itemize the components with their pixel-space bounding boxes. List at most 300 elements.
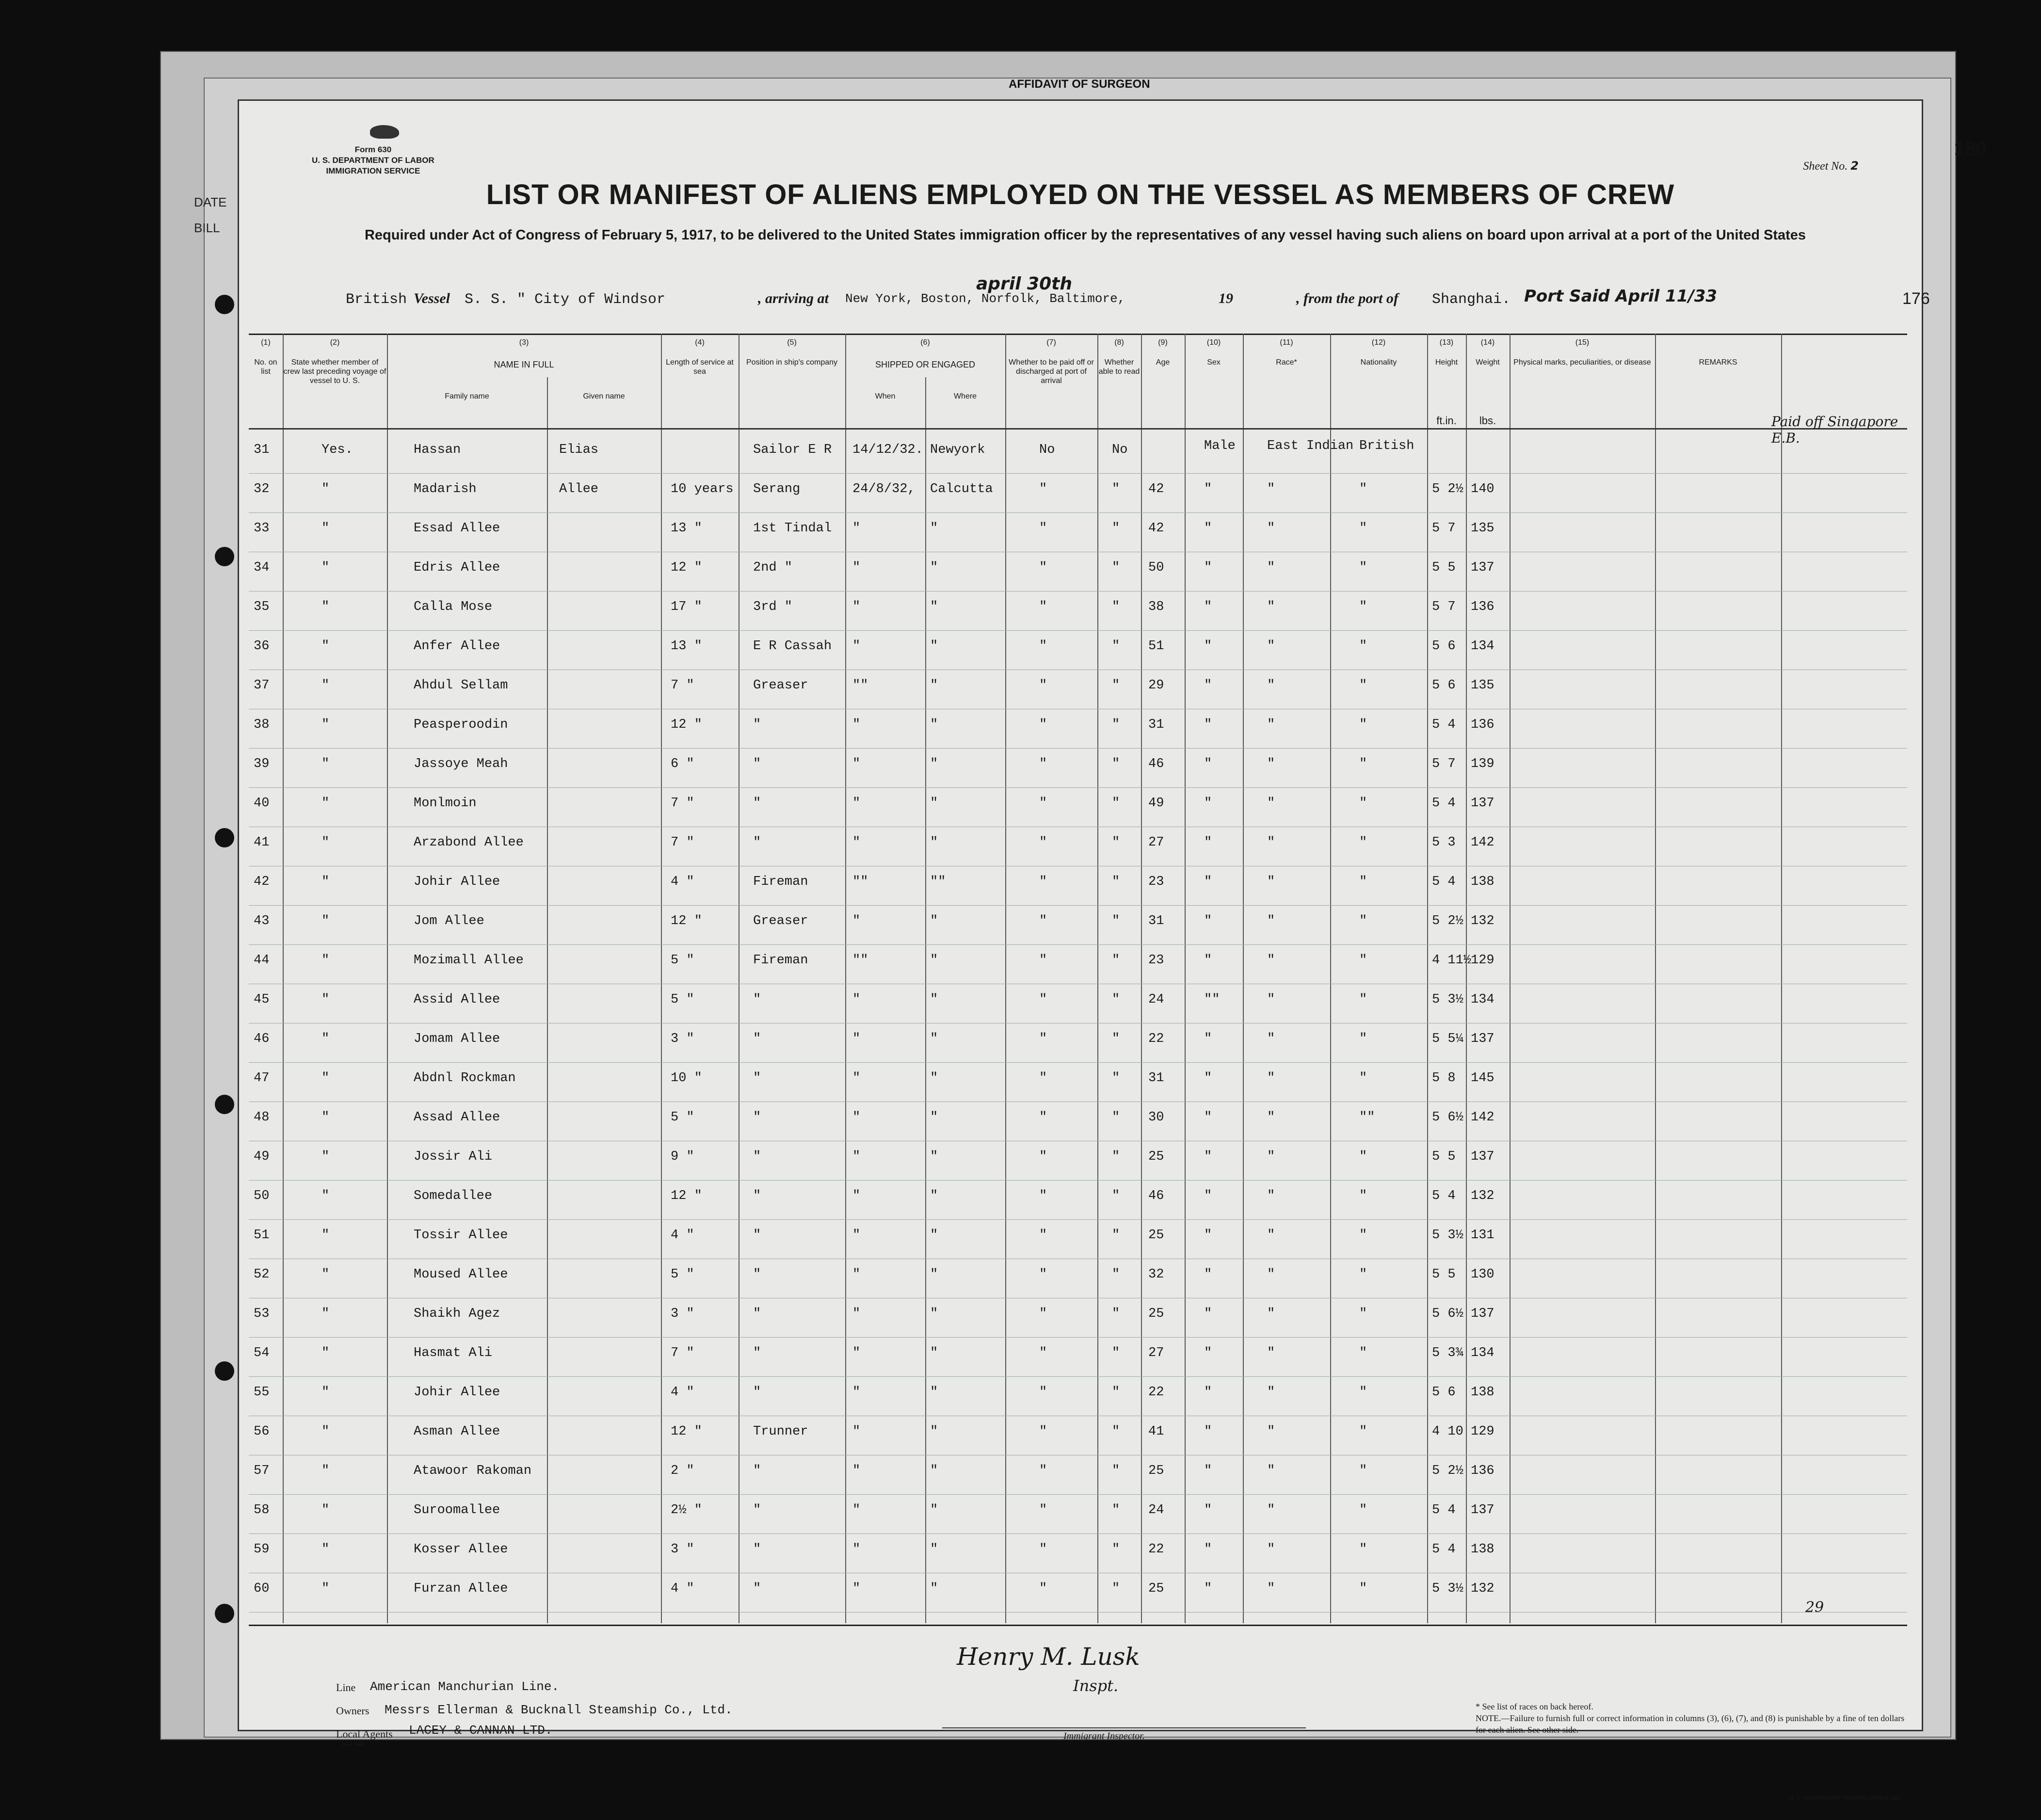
cell-paid: " <box>1039 1307 1047 1321</box>
cell-where: " <box>930 1228 938 1243</box>
cell-read: " <box>1112 1424 1120 1439</box>
cell-service: 10 " <box>671 1071 702 1086</box>
cell-where: " <box>930 1581 938 1596</box>
cell-race: " <box>1267 757 1275 771</box>
cell-paid: " <box>1039 1542 1047 1557</box>
cell-service: 13 " <box>671 639 702 654</box>
cell-family: Atawoor Rakoman <box>414 1464 532 1478</box>
cell-weight: 137 <box>1471 1149 1495 1164</box>
column-number: (4) <box>695 338 705 347</box>
column-subheader: When <box>875 392 896 400</box>
cell-where: " <box>930 1267 938 1282</box>
cell-age: 29 <box>1148 678 1164 693</box>
column-number: (5) <box>787 338 797 347</box>
cell-family: Essad Allee <box>414 521 500 536</box>
cell-weight: 129 <box>1471 953 1495 968</box>
owners-value: Messrs Ellerman & Bucknall Steamship Co., Ltd. <box>385 1703 733 1717</box>
cell-height: 5 3¾ <box>1432 1346 1463 1360</box>
cell-weight: 132 <box>1471 914 1495 928</box>
cell-service: 12 " <box>671 560 702 575</box>
cell-paid: " <box>1039 875 1047 889</box>
cell-race: " <box>1267 914 1275 928</box>
column-header: NAME IN FULL <box>494 360 554 369</box>
cell-sex: " <box>1204 757 1212 771</box>
cell-read: " <box>1112 639 1120 654</box>
cell-read: " <box>1112 482 1120 496</box>
cell-nat: " <box>1359 1228 1367 1243</box>
cell-race: " <box>1267 796 1275 811</box>
cell-position: 3rd " <box>753 600 793 614</box>
cell-height: 5 5 <box>1432 560 1456 575</box>
column-rule <box>1427 334 1428 1623</box>
signature-line <box>942 1727 1306 1728</box>
cell-read: " <box>1112 678 1120 693</box>
cell-prev: " <box>321 560 330 575</box>
cell-sex: "" <box>1204 992 1220 1007</box>
cell-service: 12 " <box>671 914 702 928</box>
cell-family: Hassan <box>414 443 461 457</box>
owners-label: Owners <box>336 1705 370 1717</box>
side-label-bill: BILL <box>194 221 220 235</box>
cell-nat: " <box>1359 1307 1367 1321</box>
cell-age: 51 <box>1148 639 1164 654</box>
cell-position: Greaser <box>753 678 808 693</box>
inspector-label: Immigrant Inspector. <box>1063 1731 1145 1741</box>
cell-family: Kosser Allee <box>414 1542 508 1557</box>
cell-given: Elias <box>559 443 599 457</box>
cell-race: " <box>1267 560 1275 575</box>
cell-prev: " <box>321 1542 330 1557</box>
cell-race: " <box>1267 482 1275 496</box>
cell-paid: " <box>1039 678 1047 693</box>
print-mark: U. S. GOVERNMENT PRINTING OFFICE 1927 <box>1789 1795 1902 1801</box>
cell-weight: 129 <box>1471 1424 1495 1439</box>
cell-height: 5 5 <box>1432 1149 1456 1164</box>
table-row <box>249 1219 1907 1220</box>
cell-race: " <box>1267 1464 1275 1478</box>
punch-hole <box>215 1095 234 1114</box>
cell-race: " <box>1267 1228 1275 1243</box>
cell-read: " <box>1112 1464 1120 1478</box>
page-tally: 29 <box>1805 1599 1824 1616</box>
table-row <box>249 944 1907 945</box>
cell-age: 42 <box>1148 482 1164 496</box>
cell-weight: 135 <box>1471 521 1495 536</box>
cell-sex: " <box>1204 1032 1212 1046</box>
punch-hole <box>215 295 234 314</box>
cell-read: " <box>1112 560 1120 575</box>
cell-nat: " <box>1359 914 1367 928</box>
cell-age: 25 <box>1148 1464 1164 1478</box>
cell-family: Shaikh Agez <box>414 1307 500 1321</box>
side-label-date: DATE <box>194 195 227 209</box>
column-rule <box>1097 334 1098 1623</box>
cell-no: 37 <box>254 678 270 693</box>
cell-nat: " <box>1359 1267 1367 1282</box>
cell-when: "" <box>852 953 868 968</box>
cell-nat: " <box>1359 1071 1367 1086</box>
cell-sex: " <box>1204 835 1212 850</box>
cell-race: " <box>1267 1307 1275 1321</box>
cell-weight: 136 <box>1471 1464 1495 1478</box>
cell-height: 4 10 <box>1432 1424 1463 1439</box>
cell-where: " <box>930 639 938 654</box>
cell-nat: " <box>1359 1032 1367 1046</box>
column-number: (10) <box>1206 338 1221 347</box>
cell-no: 55 <box>254 1385 270 1400</box>
arriving-label: , arriving at <box>758 290 829 306</box>
cell-paid: " <box>1039 1581 1047 1596</box>
cell-sex: " <box>1204 1071 1212 1086</box>
column-unit: ft.in. <box>1436 415 1457 427</box>
cell-prev: " <box>321 1110 330 1125</box>
cell-position: " <box>753 1071 761 1086</box>
cell-when: " <box>852 560 861 575</box>
cell-paid: " <box>1039 482 1047 496</box>
cell-nat: " <box>1359 1503 1367 1517</box>
cell-sex: " <box>1204 1149 1212 1164</box>
cell-prev: " <box>321 482 330 496</box>
form-code: 14-1340 <box>341 1740 364 1748</box>
sheet-number: Sheet No. 2 <box>1803 159 1859 173</box>
cell-sex: " <box>1204 1228 1212 1243</box>
cell-position: Fireman <box>753 953 808 968</box>
cell-where: " <box>930 678 938 693</box>
cell-paid: " <box>1039 914 1047 928</box>
cell-prev: " <box>321 1032 330 1046</box>
via-port-date: Port Said April 11/33 <box>1524 287 1718 306</box>
cell-race: East Indian <box>1267 439 1354 453</box>
column-header: Physical marks, peculiarities, or disease <box>1513 358 1651 367</box>
cell-nat: " <box>1359 560 1367 575</box>
cell-where: " <box>930 1307 938 1321</box>
column-rule <box>1781 334 1782 1623</box>
vessel-label: Vessel <box>414 290 450 306</box>
cell-where: " <box>930 1189 938 1203</box>
column-header: Nationality <box>1360 358 1397 367</box>
cell-position: " <box>753 1464 761 1478</box>
cell-race: " <box>1267 1503 1275 1517</box>
agents-label: Local Agents <box>336 1728 393 1740</box>
cell-weight: 136 <box>1471 718 1495 732</box>
cell-read: " <box>1112 1071 1120 1086</box>
column-number: (13) <box>1439 338 1454 347</box>
cell-sex: " <box>1204 482 1212 496</box>
column-header: SHIPPED OR ENGAGED <box>875 360 976 369</box>
cell-when: " <box>852 1189 861 1203</box>
cell-age: 31 <box>1148 914 1164 928</box>
cell-service: 3 " <box>671 1542 694 1557</box>
column-rule <box>661 334 662 1623</box>
arrival-ports: New York, Boston, Norfolk, Baltimore, <box>845 291 1125 306</box>
cell-weight: 138 <box>1471 1542 1495 1557</box>
cell-family: Arzabond Allee <box>414 835 524 850</box>
cell-no: 58 <box>254 1503 270 1517</box>
cell-height: 5 2½ <box>1432 1464 1463 1478</box>
cell-height: 5 4 <box>1432 718 1456 732</box>
cell-where: " <box>930 1385 938 1400</box>
cell-nat: " <box>1359 678 1367 693</box>
cell-read: " <box>1112 1503 1120 1517</box>
column-number: (3) <box>519 338 529 347</box>
cell-position: " <box>753 1228 761 1243</box>
cell-service: 7 " <box>671 835 694 850</box>
table-row <box>249 905 1907 906</box>
cell-position: 1st Tindal <box>753 521 832 536</box>
cell-prev: " <box>321 1307 330 1321</box>
cell-nat: " <box>1359 1464 1367 1478</box>
cell-prev: " <box>321 1189 330 1203</box>
column-number: (12) <box>1371 338 1386 347</box>
cell-sex: Male <box>1204 439 1236 453</box>
cell-where: " <box>930 1071 938 1086</box>
cell-prev: " <box>321 600 330 614</box>
cell-paid: " <box>1039 1346 1047 1360</box>
cell-no: 56 <box>254 1424 270 1439</box>
cell-paid: " <box>1039 1385 1047 1400</box>
cell-height: 5 4 <box>1432 1542 1456 1557</box>
cell-height: 5 3½ <box>1432 1228 1463 1243</box>
cell-position: Fireman <box>753 875 808 889</box>
column-rule <box>1466 334 1467 1623</box>
cell-family: Jossir Ali <box>414 1149 493 1164</box>
cell-paid: " <box>1039 1032 1047 1046</box>
cell-service: 2 " <box>671 1464 694 1478</box>
cell-paid: " <box>1039 1503 1047 1517</box>
cell-height: 5 3 <box>1432 835 1456 850</box>
cell-no: 57 <box>254 1464 270 1478</box>
cell-where: " <box>930 718 938 732</box>
cell-position: " <box>753 1189 761 1203</box>
cell-where: " <box>930 953 938 968</box>
from-port-label: , from the port of <box>1296 290 1398 306</box>
cell-position: Trunner <box>753 1424 808 1439</box>
cell-nat: " <box>1359 482 1367 496</box>
cell-read: " <box>1112 757 1120 771</box>
cell-when: " <box>852 992 861 1007</box>
cell-race: " <box>1267 1110 1275 1125</box>
cell-weight: 134 <box>1471 1346 1495 1360</box>
cell-weight: 139 <box>1471 757 1495 771</box>
cell-family: Abdnl Rockman <box>414 1071 516 1086</box>
cell-sex: " <box>1204 1346 1212 1360</box>
table-row <box>249 1533 1907 1534</box>
form-id: Form 630 U. S. DEPARTMENT OF LABOR IMMIGRATION SERVICE <box>312 145 434 176</box>
cell-prev: " <box>321 521 330 536</box>
cell-no: 36 <box>254 639 270 654</box>
cell-height: 5 6½ <box>1432 1110 1463 1125</box>
column-number: (1) <box>261 338 271 347</box>
vessel-line <box>346 274 1930 312</box>
cell-service: 17 " <box>671 600 702 614</box>
cell-where: " <box>930 1110 938 1125</box>
cell-sex: " <box>1204 1464 1212 1478</box>
cell-when: " <box>852 1267 861 1282</box>
cell-sex: " <box>1204 914 1212 928</box>
cell-race: " <box>1267 639 1275 654</box>
cell-prev: Yes. <box>321 443 353 457</box>
cell-where: Newyork <box>930 443 985 457</box>
cell-no: 31 <box>254 443 270 457</box>
cell-when: " <box>852 1110 861 1125</box>
cell-paid: " <box>1039 718 1047 732</box>
cell-weight: 140 <box>1471 482 1495 496</box>
cell-race: " <box>1267 1542 1275 1557</box>
cell-read: " <box>1112 1189 1120 1203</box>
cell-nat: " <box>1359 600 1367 614</box>
cell-weight: 136 <box>1471 600 1495 614</box>
cell-service: 4 " <box>671 1228 694 1243</box>
cell-height: 5 3½ <box>1432 992 1463 1007</box>
cell-read: " <box>1112 1149 1120 1164</box>
table-row <box>249 1062 1907 1063</box>
cell-race: " <box>1267 718 1275 732</box>
cell-read: " <box>1112 1267 1120 1282</box>
column-rule <box>283 334 284 1623</box>
column-header: State whether member of crew last preceding voyage of vessel to U. S. <box>283 358 386 385</box>
cell-where: " <box>930 600 938 614</box>
cell-weight: 138 <box>1471 1385 1495 1400</box>
cell-no: 38 <box>254 718 270 732</box>
cell-where: " <box>930 1346 938 1360</box>
cell-position: Sailor E R <box>753 443 832 457</box>
cell-race: " <box>1267 1267 1275 1282</box>
cell-where: " <box>930 1542 938 1557</box>
cell-position: " <box>753 1032 761 1046</box>
cell-age: 25 <box>1148 1581 1164 1596</box>
cell-read: " <box>1112 1228 1120 1243</box>
cell-race: " <box>1267 1581 1275 1596</box>
cell-where: " <box>930 992 938 1007</box>
cell-position: " <box>753 1267 761 1282</box>
page-title: LIST OR MANIFEST OF ALIENS EMPLOYED ON THE VESSEL AS MEMBERS OF CREW <box>486 179 1675 210</box>
cell-where: "" <box>930 875 946 889</box>
cell-sex: " <box>1204 718 1212 732</box>
column-number: (7) <box>1046 338 1056 347</box>
column-subrule <box>547 377 548 1623</box>
cell-weight: 130 <box>1471 1267 1495 1282</box>
cell-where: " <box>930 1424 938 1439</box>
cell-when: " <box>852 1149 861 1164</box>
cell-family: Jassoye Meah <box>414 757 508 771</box>
cell-prev: " <box>321 1346 330 1360</box>
cell-sex: " <box>1204 953 1212 968</box>
cell-family: Furzan Allee <box>414 1581 508 1596</box>
cell-nat: British <box>1359 439 1414 453</box>
cell-paid: " <box>1039 1267 1047 1282</box>
cell-service: 5 " <box>671 953 694 968</box>
cell-read: " <box>1112 1581 1120 1596</box>
cell-nat: " <box>1359 1385 1367 1400</box>
cell-sex: " <box>1204 1424 1212 1439</box>
cell-family: Madarish <box>414 482 477 496</box>
cell-position: Serang <box>753 482 801 496</box>
cell-age: 31 <box>1148 1071 1164 1086</box>
cell-no: 50 <box>254 1189 270 1203</box>
cell-age: 50 <box>1148 560 1164 575</box>
cell-height: 5 3½ <box>1432 1581 1463 1596</box>
table-row <box>249 1494 1907 1495</box>
cell-when: " <box>852 718 861 732</box>
cell-nat: " <box>1359 1189 1367 1203</box>
cell-weight: 135 <box>1471 678 1495 693</box>
column-subheader: Family name <box>445 392 489 400</box>
cell-service: 4 " <box>671 875 694 889</box>
cell-prev: " <box>321 639 330 654</box>
cell-service: 7 " <box>671 678 694 693</box>
cell-position: " <box>753 1149 761 1164</box>
cell-when: " <box>852 1307 861 1321</box>
cell-sex: " <box>1204 1503 1212 1517</box>
cell-height: 5 7 <box>1432 757 1456 771</box>
cell-family: Anfer Allee <box>414 639 500 654</box>
cell-weight: 131 <box>1471 1228 1495 1243</box>
cell-service: 3 " <box>671 1032 694 1046</box>
cell-sex: " <box>1204 1267 1212 1282</box>
cell-paid: " <box>1039 639 1047 654</box>
cell-nat: " <box>1359 1581 1367 1596</box>
cell-sex: " <box>1204 875 1212 889</box>
cell-height: 5 8 <box>1432 1071 1456 1086</box>
cell-paid: No <box>1039 443 1055 457</box>
line-value: American Manchurian Line. <box>370 1679 560 1694</box>
cell-age: 24 <box>1148 992 1164 1007</box>
cell-no: 44 <box>254 953 270 968</box>
cell-position: " <box>753 1542 761 1557</box>
cell-family: Tossir Allee <box>414 1228 508 1243</box>
cell-race: " <box>1267 835 1275 850</box>
cell-no: 51 <box>254 1228 270 1243</box>
cell-age: 23 <box>1148 875 1164 889</box>
cell-service: 12 " <box>671 1424 702 1439</box>
cell-age: 42 <box>1148 521 1164 536</box>
cell-paid: " <box>1039 1424 1047 1439</box>
cell-age: 24 <box>1148 1503 1164 1517</box>
cell-race: " <box>1267 521 1275 536</box>
cell-age: 23 <box>1148 953 1164 968</box>
cell-age: 31 <box>1148 718 1164 732</box>
cell-height: 5 4 <box>1432 1189 1456 1203</box>
table-row <box>249 1337 1907 1338</box>
cell-where: " <box>930 1464 938 1478</box>
cell-nat: " <box>1359 757 1367 771</box>
cell-when: " <box>852 757 861 771</box>
cell-paid: " <box>1039 1228 1047 1243</box>
cell-no: 35 <box>254 600 270 614</box>
cell-height: 4 11½ <box>1432 953 1472 968</box>
column-number: (2) <box>330 338 340 347</box>
cell-prev: " <box>321 678 330 693</box>
cell-prev: " <box>321 953 330 968</box>
cell-prev: " <box>321 1228 330 1243</box>
cell-family: Johir Allee <box>414 875 500 889</box>
cell-nat: " <box>1359 835 1367 850</box>
cell-no: 32 <box>254 482 270 496</box>
cell-when: 24/8/32, <box>852 482 916 496</box>
column-number: (6) <box>920 338 930 347</box>
cell-prev: " <box>321 875 330 889</box>
column-number: (9) <box>1158 338 1168 347</box>
cell-read: " <box>1112 992 1120 1007</box>
cell-when: " <box>852 1032 861 1046</box>
cell-weight: 142 <box>1471 835 1495 850</box>
cell-nat: " <box>1359 718 1367 732</box>
table-row <box>249 748 1907 749</box>
cell-no: 54 <box>254 1346 270 1360</box>
cell-position: " <box>753 718 761 732</box>
cell-sex: " <box>1204 1307 1212 1321</box>
cell-sex: " <box>1204 678 1212 693</box>
